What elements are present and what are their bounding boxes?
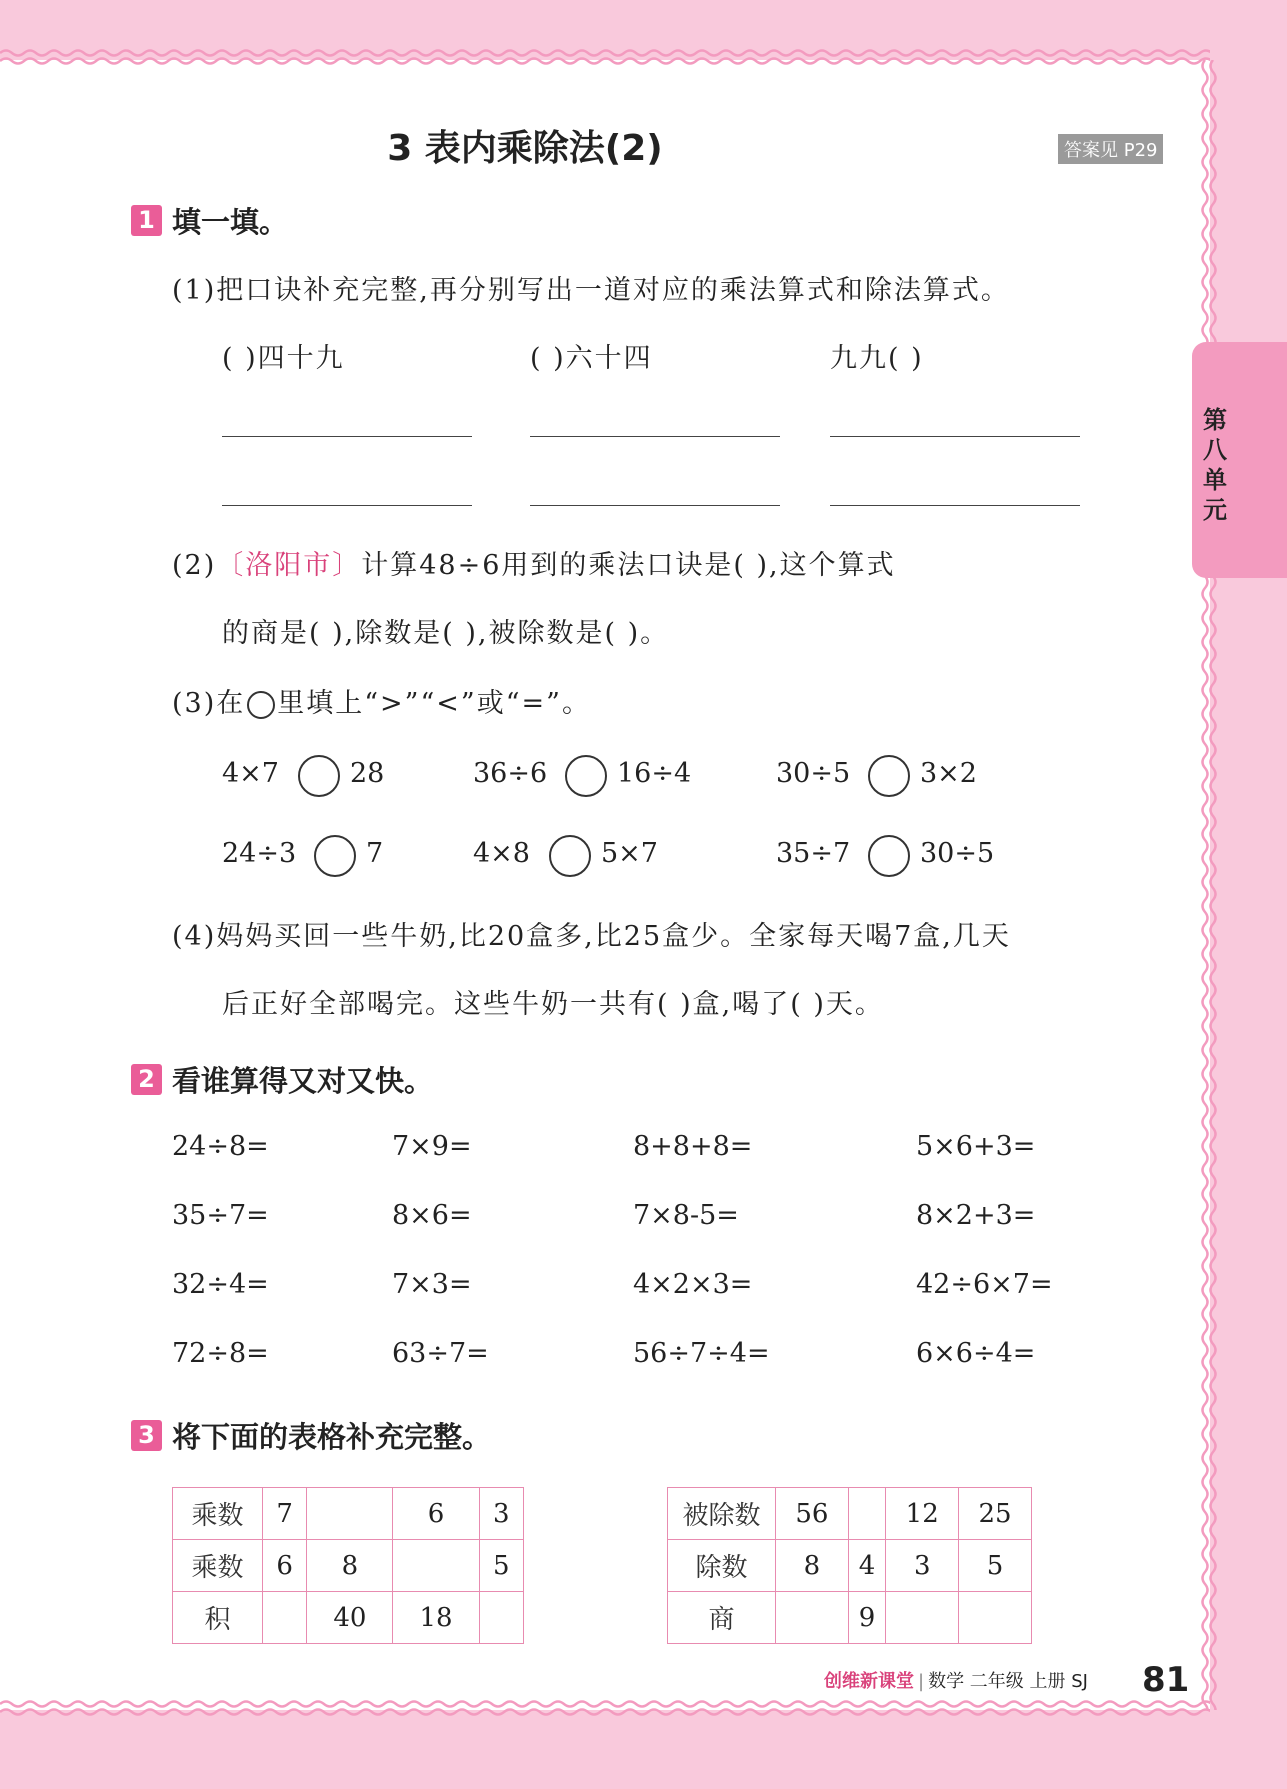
table-row <box>173 1540 524 1592</box>
page-title: 3 表内乘除法(2) <box>387 128 663 169</box>
q1-item-2: ( )六十四 <box>530 343 653 374</box>
table-cell[interactable] <box>848 1488 885 1540</box>
division-table <box>667 1487 1032 1644</box>
table-cell: 8 <box>307 1540 393 1592</box>
compare-circle[interactable] <box>565 755 607 797</box>
calc-item: 42÷6×7= <box>916 1269 1053 1300</box>
table-row <box>668 1592 1032 1644</box>
table-cell: 6 <box>393 1488 479 1540</box>
q3-instruction <box>172 681 591 720</box>
table-cell: 5 <box>959 1540 1032 1592</box>
q3-pre: (3)在 <box>172 688 246 719</box>
table-cell: 40 <box>307 1592 393 1644</box>
footer-info: 数学 二年级 上册 SJ <box>928 1671 1088 1692</box>
answer-line[interactable] <box>830 505 1080 506</box>
table-header-cell: 积 <box>173 1592 263 1644</box>
q1-item-1: ( )四十九 <box>222 343 345 374</box>
answer-line[interactable] <box>222 436 472 437</box>
table-cell: 12 <box>886 1488 959 1540</box>
compare-circle[interactable] <box>868 835 910 877</box>
compare-circle[interactable] <box>549 835 591 877</box>
table-row <box>173 1488 524 1540</box>
table-cell: 3 <box>479 1488 523 1540</box>
table-header-cell: 乘数 <box>173 1488 263 1540</box>
q2-line-2: 的商是( ),除数是( ),被除数是( )。 <box>222 618 670 649</box>
section-1-title: 填一填。 <box>172 205 289 239</box>
calc-item: 72÷8= <box>172 1338 269 1369</box>
circle-icon <box>247 691 275 719</box>
table-cell[interactable] <box>886 1592 959 1644</box>
q2-line-1 <box>172 543 896 582</box>
footer-brand: 创维新课堂 <box>824 1671 914 1692</box>
compare-left: 4×8 <box>473 838 530 869</box>
side-wave-border <box>1196 60 1222 1710</box>
calc-item: 56÷7÷4= <box>633 1338 770 1369</box>
calc-item: 8×6= <box>392 1200 472 1231</box>
q2-text-1: 计算48÷6用到的乘法口诀是( ),这个算式 <box>361 550 896 581</box>
calc-item: 7×9= <box>392 1131 472 1162</box>
answer-line[interactable] <box>830 436 1080 437</box>
compare-left: 36÷6 <box>473 758 548 789</box>
answer-reference: 答案见 P29 <box>1058 134 1163 164</box>
compare-right: 16÷4 <box>617 758 692 789</box>
compare-left: 24÷3 <box>222 838 297 869</box>
answer-line[interactable] <box>222 505 472 506</box>
calc-item: 6×6÷4= <box>916 1338 1036 1369</box>
table-cell: 4 <box>848 1540 885 1592</box>
compare-left: 4×7 <box>222 758 279 789</box>
compare-circle[interactable] <box>314 835 356 877</box>
page-sheet <box>0 60 1210 1710</box>
q4-line-1: (4)妈妈买回一些牛奶,比20盒多,比25盒少。全家每天喝7盒,几天 <box>172 921 1011 952</box>
compare-circle[interactable] <box>868 755 910 797</box>
answer-line[interactable] <box>530 436 780 437</box>
table-cell: 3 <box>886 1540 959 1592</box>
calc-item: 7×3= <box>392 1269 472 1300</box>
table-header-cell: 乘数 <box>173 1540 263 1592</box>
calc-item: 7×8-5= <box>633 1200 739 1231</box>
compare-right: 5×7 <box>601 838 658 869</box>
table-cell[interactable] <box>393 1540 479 1592</box>
section-3-number: 3 <box>131 1420 162 1451</box>
q2-region-tag: 〔洛阳市〕 <box>216 550 362 581</box>
table-cell: 25 <box>959 1488 1032 1540</box>
calc-item: 8×2+3= <box>916 1200 1036 1231</box>
calc-item: 4×2×3= <box>633 1269 753 1300</box>
q3-post: 里填上“>”“<”或“=”。 <box>277 688 591 719</box>
section-2-title: 看谁算得又对又快。 <box>172 1064 434 1098</box>
calc-item: 63÷7= <box>392 1338 489 1369</box>
table-header-cell: 除数 <box>668 1540 776 1592</box>
table-cell[interactable] <box>263 1592 307 1644</box>
compare-right: 30÷5 <box>920 838 995 869</box>
table-header-cell: 被除数 <box>668 1488 776 1540</box>
table-cell: 5 <box>479 1540 523 1592</box>
section-2-number: 2 <box>131 1064 162 1095</box>
unit-side-tab-label: 第八单元 <box>1203 406 1227 524</box>
q1-item-3: 九九( ) <box>830 343 924 374</box>
footer-separator: | <box>918 1671 925 1692</box>
answer-line[interactable] <box>530 505 780 506</box>
calc-item: 5×6+3= <box>916 1131 1036 1162</box>
calc-item: 8+8+8= <box>633 1131 753 1162</box>
section-1-number: 1 <box>131 205 162 236</box>
table-row <box>173 1592 524 1644</box>
q1-text: (1)把口诀补充完整,再分别写出一道对应的乘法算式和除法算式。 <box>172 275 1010 306</box>
multiplication-table <box>172 1487 524 1644</box>
table-cell: 18 <box>393 1592 479 1644</box>
table-cell[interactable] <box>959 1592 1032 1644</box>
q2-prefix: (2) <box>172 550 217 581</box>
table-cell: 8 <box>776 1540 849 1592</box>
top-wave-border <box>0 44 1210 70</box>
table-cell: 6 <box>263 1540 307 1592</box>
q4-line-2: 后正好全部喝完。这些牛奶一共有( )盒,喝了( )天。 <box>222 989 884 1020</box>
page-number: 81 <box>1142 1660 1190 1700</box>
compare-right: 3×2 <box>920 758 977 789</box>
calc-item: 35÷7= <box>172 1200 269 1231</box>
calc-item: 32÷4= <box>172 1269 269 1300</box>
table-cell[interactable] <box>776 1592 849 1644</box>
compare-circle[interactable] <box>298 755 340 797</box>
table-row <box>668 1488 1032 1540</box>
table-cell: 56 <box>776 1488 849 1540</box>
footer <box>824 1667 1088 1693</box>
table-cell: 7 <box>263 1488 307 1540</box>
table-cell: 9 <box>848 1592 885 1644</box>
section-3-title: 将下面的表格补充完整。 <box>172 1420 492 1454</box>
table-cell[interactable] <box>307 1488 393 1540</box>
compare-left: 35÷7 <box>776 838 851 869</box>
table-header-cell: 商 <box>668 1592 776 1644</box>
compare-right: 28 <box>350 758 385 789</box>
bottom-wave-border <box>0 1695 1210 1721</box>
table-cell[interactable] <box>479 1592 523 1644</box>
calc-item: 24÷8= <box>172 1131 269 1162</box>
compare-right: 7 <box>366 838 384 869</box>
compare-left: 30÷5 <box>776 758 851 789</box>
table-row <box>668 1540 1032 1592</box>
